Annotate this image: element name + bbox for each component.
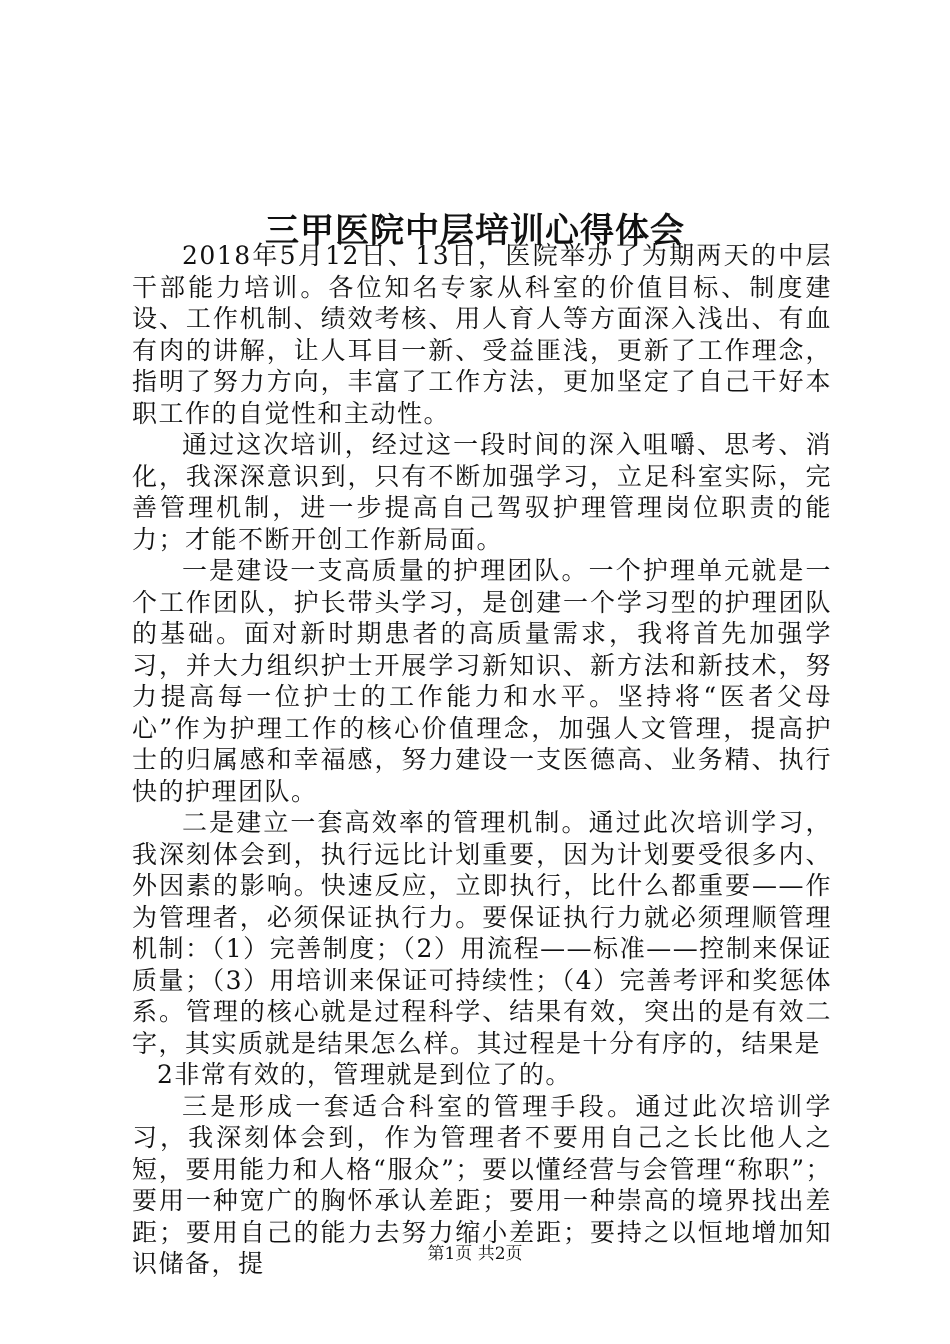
paragraph-1: 2018年5月12日、13日，医院举办了为期两天的中层干部能力培训。各位知名专家从科室的价值目标、制度建设、工作机制、绩效考核、用人育人等方面深入浅出、有血有肉的讲解，让人耳目一新、受益匪浅，更新了工作理念，指明了努力方向，丰富了工作方法，更加坚定了自己干好本职工作的自觉性和主动性。 <box>132 241 832 428</box>
paragraph-5: 2非常有效的，管理就是到位了的。 <box>157 1060 572 1089</box>
paragraph-3: 一是建设一支高质量的护理团队。一个护理单元就是一个工作团队，护长带头学习，是创建一个学习型的护理团队的基础。面对新时期患者的高质量需求，我将首先加强学习，并大力组织护士开展学习新知识、新方法和新技术，努力提高每一位护士的工作能力和水平。坚持将“医者父母心”作为护理工作的核心价值理念，加强人文管理，提高护士的归属感和幸福感，努力建设一支医德高、业务精、执行快的护理团队。 <box>132 556 832 806</box>
paragraph-2: 通过这次培训，经过这一段时间的深入咀嚼、思考、消化，我深深意识到，只有不断加强学习，立足科室实际，完善管理机制，进一步提高自己驾驭护理管理岗位职责的能力；才能不断开创工作新局面。 <box>132 430 832 554</box>
paragraph-6: 三是形成一套适合科室的管理手段。通过此次培训学习，我深刻体会到，作为管理者不要用自己之长比他人之短，要用能力和人格“服众”；要以懂经营与会管理“称职”；要用一种宽广的胸怀承认差距；要用一种崇高的境界找出差距；要用自己的能力去努力缩小差距；要持之以恒地增加知识储备，提 <box>132 1091 832 1278</box>
document-body <box>132 240 832 1280</box>
page-footer: 第1页 共2页 <box>427 1244 523 1264</box>
document-title: 三甲医院中层培训心得体会 <box>265 210 685 251</box>
paragraph-4: 二是建立一套高效率的管理机制。通过此次培训学习，我深刻体会到，执行远比计划重要，因为计划要受很多内、外因素的影响。快速反应，立即执行，比什么都重要——作为管理者，必须保证执行力。要保证执行力就必须理顺管理机制：（1）完善制度；（2）用流程——标准——控制来保证质量；（3）用培训来保证可持续性；（4）完善考评和奖惩体系。管理的核心就是过程科学、结果有效，突出的是有效二字，其实质就是结果怎么样。其过程是十分有序的，结果是 <box>132 808 832 1058</box>
